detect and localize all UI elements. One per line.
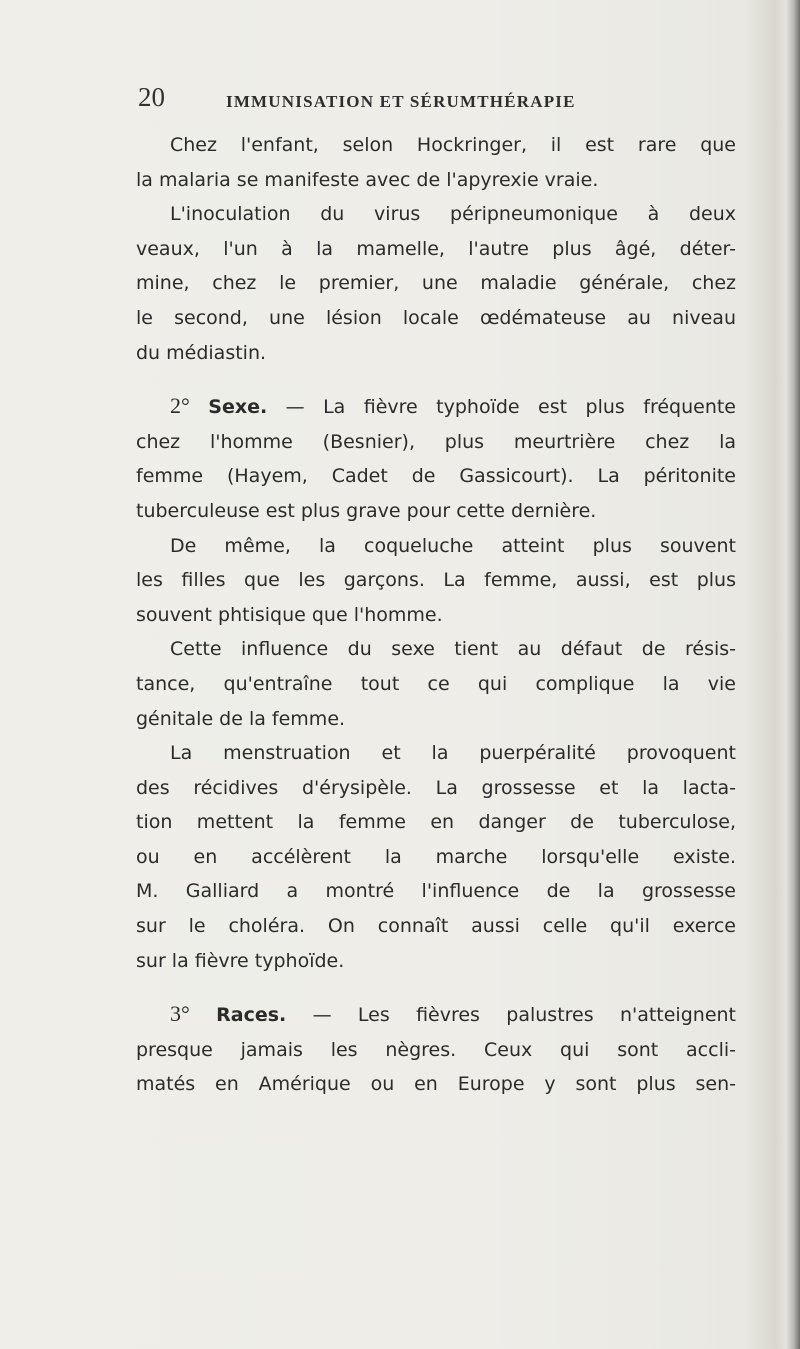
text-line: L'inoculation du virus péripneumonique à deux: [170, 203, 736, 226]
text-line: tance, qu'entraîne tout ce qui complique la vie: [136, 672, 736, 695]
text-line: le second, une lésion locale œdémateuse au niveau: [136, 306, 736, 329]
section-title: Sexe.: [208, 396, 268, 419]
text-fragment: — Les fièvres palustres n'atteignent: [286, 1004, 736, 1027]
paragraph-influence: [136, 632, 736, 736]
section-number: 2°: [170, 393, 190, 419]
text-line: De même, la coqueluche atteint plus souvent: [170, 534, 736, 557]
text-line: Chez l'enfant, selon Hockringer, il est rare que: [170, 134, 736, 156]
paragraph-coqueluche: [136, 529, 736, 633]
body-text: [136, 128, 736, 1102]
text-line: Cette influence du sexe tient au défaut de résis-: [170, 638, 736, 661]
section-races: [136, 997, 736, 1102]
text-line: sur le choléra. On connaît aussi celle qu'il exerce: [136, 915, 736, 938]
section-heading-line: [136, 389, 736, 425]
section-sexe: [136, 389, 736, 528]
text-line: les filles que les garçons. La femme, aussi, est plus: [136, 569, 736, 592]
page-edge-shadow: [786, 0, 800, 1349]
text-line: sur la fièvre typhoïde.: [136, 949, 345, 972]
text-line: génitale de la femme.: [136, 707, 346, 730]
text-line: mine, chez le premier, une maladie générale, chez: [136, 272, 736, 295]
paragraph-child-malaria: [136, 128, 736, 197]
text-fragment: — La fièvre typhoïde est plus fréquente: [267, 396, 736, 419]
text-line: presque jamais les nègres. Ceux qui sont accli-: [136, 1038, 736, 1061]
section-title: Races.: [216, 1004, 287, 1027]
text-line: ou en accélèrent la marche lorsqu'elle existe.: [136, 845, 736, 868]
page-number: 20: [138, 82, 165, 112]
text-line: matés en Amérique ou en Europe y sont plus sen-: [136, 1073, 736, 1096]
section-number: 3°: [170, 1001, 190, 1027]
text-line: chez l'homme (Besnier), plus meurtrière chez la: [136, 430, 736, 453]
text-line: tuberculeuse est plus grave pour cette dernière.: [136, 499, 597, 522]
paragraph-menstruation: [136, 736, 736, 978]
page-header: [0, 82, 800, 122]
text-line: tion mettent la femme en danger de tuberculose,: [136, 811, 736, 834]
text-line: du médiastin.: [136, 341, 267, 364]
text-line: M. Galliard a montré l'influence de la grossesse: [136, 880, 736, 903]
paragraph-inoculation: [136, 197, 736, 370]
text-line: femme (Hayem, Cadet de Gassicourt). La péritonite: [136, 465, 736, 488]
text-line: des récidives d'érysipèle. La grossesse et la lacta-: [136, 776, 736, 799]
running-head: IMMUNISATION ET SÉRUMTHÉRAPIE: [226, 92, 576, 111]
text-line: veaux, l'un à la mamelle, l'autre plus âgé, déter-: [136, 237, 736, 260]
text-line: La menstruation et la puerpéralité provoquent: [170, 742, 736, 765]
text-line: la malaria se manifeste avec de l'apyrexie vraie.: [136, 168, 599, 191]
text-line: souvent phtisique que l'homme.: [136, 603, 443, 626]
section-heading-line: [136, 997, 736, 1033]
